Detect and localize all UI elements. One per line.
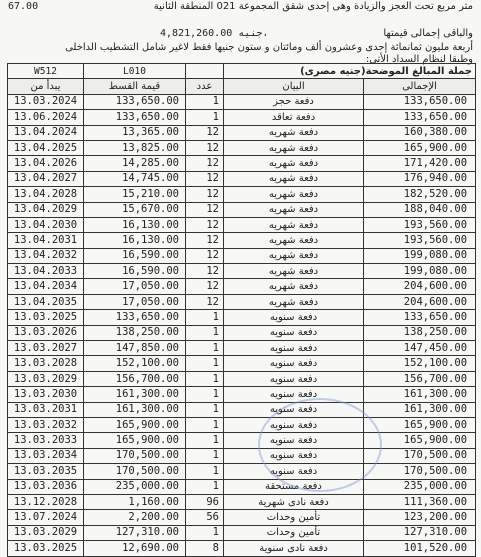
installment-cell: 13,825.00 <box>84 140 186 155</box>
installment-cell: 161,300.00 <box>84 387 186 402</box>
count-cell: 12 <box>186 171 224 186</box>
table-row <box>8 248 476 263</box>
table-row <box>8 448 476 463</box>
installment-cell: 12,690.00 <box>84 541 186 556</box>
installment-cell: 15,670.00 <box>84 202 186 217</box>
table-row <box>8 233 476 248</box>
total-cell: 170,500.00 <box>364 464 476 479</box>
description-cell: دفعة شهريه <box>224 294 364 309</box>
description-cell: دفعة سنويه <box>224 448 364 463</box>
total-cell: 123,200.00 <box>364 510 476 525</box>
total-cell: 204,600.00 <box>364 279 476 294</box>
table-row <box>8 494 476 509</box>
date-cell: 13.04.2028 <box>8 187 84 202</box>
date-cell: 13.04.2029 <box>8 202 84 217</box>
count-cell: 1 <box>186 310 224 325</box>
count-cell: 1 <box>186 464 224 479</box>
payment-schedule-table <box>7 63 476 557</box>
table-row <box>8 341 476 356</box>
date-cell: 13.04.2031 <box>8 233 84 248</box>
total-cell: 138,250.00 <box>364 325 476 340</box>
date-cell: 13.04.2032 <box>8 248 84 263</box>
col-header-installment: قيمة القسط <box>84 79 186 94</box>
code-cell-empty <box>186 64 224 79</box>
installment-cell: 14,285.00 <box>84 156 186 171</box>
count-cell: 12 <box>186 264 224 279</box>
total-cell: 171,420.00 <box>364 156 476 171</box>
count-cell: 1 <box>186 479 224 494</box>
code-row <box>8 64 476 79</box>
total-cell: 161,300.00 <box>364 402 476 417</box>
description-cell: دفعة سنويه <box>224 402 364 417</box>
date-cell: 13.04.2026 <box>8 156 84 171</box>
total-cell: 188,040.00 <box>364 202 476 217</box>
table-row <box>8 464 476 479</box>
col-header-description: البيان <box>224 79 364 94</box>
count-cell: 12 <box>186 140 224 155</box>
column-header-row <box>8 79 476 94</box>
installment-cell: 170,500.00 <box>84 464 186 479</box>
total-cell: 156,700.00 <box>364 371 476 386</box>
installment-cell: 147,850.00 <box>84 341 186 356</box>
count-cell: 1 <box>186 387 224 402</box>
description-cell: دفعة شهريه <box>224 233 364 248</box>
description-cell: دفعة مستحقة <box>224 479 364 494</box>
count-cell: 96 <box>186 494 224 509</box>
installment-cell: 133,650.00 <box>84 110 186 125</box>
total-cell: 161,300.00 <box>364 387 476 402</box>
date-cell: 13.03.2026 <box>8 325 84 340</box>
installment-cell: 152,100.00 <box>84 356 186 371</box>
count-cell: 1 <box>186 341 224 356</box>
count-cell: 1 <box>186 433 224 448</box>
description-cell: دفعة سنويه <box>224 417 364 432</box>
table-row <box>8 217 476 232</box>
date-cell: 13.04.2024 <box>8 125 84 140</box>
count-cell: 12 <box>186 125 224 140</box>
date-cell: 13.03.2030 <box>8 387 84 402</box>
total-cell: 111,360.00 <box>364 494 476 509</box>
date-cell: 13.03.2027 <box>8 341 84 356</box>
description-cell: تأمين وحدات <box>224 525 364 540</box>
count-cell: 8 <box>186 541 224 556</box>
table-row <box>8 110 476 125</box>
total-cell: 101,520.00 <box>364 541 476 556</box>
count-cell: 12 <box>186 156 224 171</box>
installment-cell: 13,365.00 <box>84 125 186 140</box>
description-cell: دفعة سنويه <box>224 356 364 371</box>
installment-cell: 16,130.00 <box>84 233 186 248</box>
description-cell: دفعة شهريه <box>224 125 364 140</box>
date-cell: 13.03.2024 <box>8 94 84 109</box>
date-cell: 13.03.2025 <box>8 541 84 556</box>
table-row <box>8 356 476 371</box>
total-cell: 193,560.00 <box>364 233 476 248</box>
total-cell: 127,310.00 <box>364 525 476 540</box>
total-cell: 182,520.00 <box>364 187 476 202</box>
table-row <box>8 140 476 155</box>
installment-cell: 17,050.00 <box>84 294 186 309</box>
count-cell: 1 <box>186 417 224 432</box>
date-cell: 13.04.2034 <box>8 279 84 294</box>
date-cell: 13.03.2033 <box>8 433 84 448</box>
table-row <box>8 325 476 340</box>
count-cell: 56 <box>186 510 224 525</box>
count-cell: 12 <box>186 187 224 202</box>
count-cell: 1 <box>186 448 224 463</box>
date-cell: 13.03.2035 <box>8 464 84 479</box>
date-cell: 13.03.2034 <box>8 448 84 463</box>
count-cell: 12 <box>186 294 224 309</box>
description-cell: دفعة شهريه <box>224 248 364 263</box>
remaining-label: والباقى إجمالى قيمتها <box>383 28 473 39</box>
installment-cell: 17,050.00 <box>84 279 186 294</box>
table-row <box>8 371 476 386</box>
code-cell-2: L010 <box>84 64 186 79</box>
col-header-count: عدد <box>186 79 224 94</box>
table-row <box>8 510 476 525</box>
date-cell: 13.12.2028 <box>8 494 84 509</box>
table-row <box>8 433 476 448</box>
table-row <box>8 202 476 217</box>
date-cell: 13.03.2036 <box>8 479 84 494</box>
description-cell: دفعة سنويه <box>224 387 364 402</box>
description-cell: دفعة شهريه <box>224 279 364 294</box>
count-cell: 1 <box>186 356 224 371</box>
date-cell: 13.04.2025 <box>8 140 84 155</box>
table-row <box>8 479 476 494</box>
total-cell: 160,380.00 <box>364 125 476 140</box>
date-cell: 13.03.2025 <box>8 310 84 325</box>
total-cell: 199,080.00 <box>364 248 476 263</box>
installment-cell: 2,200.00 <box>84 510 186 525</box>
table-row <box>8 541 476 556</box>
date-cell: 13.06.2024 <box>8 110 84 125</box>
official-stamp <box>258 398 382 492</box>
installment-cell: 16,590.00 <box>84 248 186 263</box>
table-row <box>8 279 476 294</box>
description-cell: دفعة حجز <box>224 94 364 109</box>
payment-system-label: وطبقا لنظام السداد الأتى: <box>365 54 473 65</box>
col-header-total: الإجمالى <box>364 79 476 94</box>
table-row <box>8 171 476 186</box>
count-cell: 1 <box>186 525 224 540</box>
count-cell: 12 <box>186 233 224 248</box>
installment-cell: 156,700.00 <box>84 371 186 386</box>
installment-cell: 170,500.00 <box>84 448 186 463</box>
description-cell: دفعة شهريه <box>224 187 364 202</box>
table-row <box>8 387 476 402</box>
count-cell: 1 <box>186 110 224 125</box>
date-cell: 13.04.2033 <box>8 264 84 279</box>
total-cell: 176,940.00 <box>364 171 476 186</box>
date-cell: 13.04.2035 <box>8 294 84 309</box>
date-cell: 13.03.2029 <box>8 371 84 386</box>
total-cell: 133,650.00 <box>364 110 476 125</box>
total-amount: 4,821,260.00 جنيه، <box>160 28 269 39</box>
total-cell: 133,650.00 <box>364 94 476 109</box>
description-cell: دفعة تعاقد <box>224 110 364 125</box>
total-cell: 165,900.00 <box>364 433 476 448</box>
count-cell: 1 <box>186 94 224 109</box>
description-cell: دفعة شهريه <box>224 264 364 279</box>
description-cell: دفعة شهريه <box>224 171 364 186</box>
table-title: جملة المبالغ الموضحة(جنيه مصرى) <box>224 64 476 79</box>
count-cell: 1 <box>186 325 224 340</box>
area-value: 67.00 <box>8 1 39 12</box>
description-cell: دفعة سنويه <box>224 310 364 325</box>
total-cell: 235,000.00 <box>364 479 476 494</box>
total-cell: 204,600.00 <box>364 294 476 309</box>
count-cell: 1 <box>186 371 224 386</box>
description-cell: دفعة شهريه <box>224 217 364 232</box>
table-row <box>8 310 476 325</box>
table-row <box>8 417 476 432</box>
total-cell: 199,080.00 <box>364 264 476 279</box>
col-header-date: يبدأ من <box>8 79 84 94</box>
count-cell: 12 <box>186 217 224 232</box>
installment-cell: 16,590.00 <box>84 264 186 279</box>
table-row <box>8 525 476 540</box>
description-cell: دفعة سنويه <box>224 325 364 340</box>
installment-cell: 133,650.00 <box>84 310 186 325</box>
total-cell: 170,500.00 <box>364 448 476 463</box>
total-cell: 147,450.00 <box>364 341 476 356</box>
description-cell: دفعة شهريه <box>224 156 364 171</box>
amount-in-words: أربعة مليون ثمانمائة إحدى وعشرون ألف ومائتان و ستون جنيها فقط لاغير شامل التشطيب الداخلى <box>65 42 473 53</box>
installment-cell: 235,000.00 <box>84 479 186 494</box>
total-cell: 165,900.00 <box>364 140 476 155</box>
installment-cell: 133,650.00 <box>84 94 186 109</box>
table-row <box>8 125 476 140</box>
table-body <box>8 94 476 556</box>
installment-cell: 165,900.00 <box>84 417 186 432</box>
description-cell: دفعة شهريه <box>224 140 364 155</box>
count-cell: 12 <box>186 248 224 263</box>
table-row <box>8 264 476 279</box>
count-cell: 1 <box>186 402 224 417</box>
date-cell: 13.07.2024 <box>8 510 84 525</box>
installment-cell: 14,745.00 <box>84 171 186 186</box>
date-cell: 13.03.2031 <box>8 402 84 417</box>
date-cell: 13.03.2032 <box>8 417 84 432</box>
total-cell: 133,650.00 <box>364 310 476 325</box>
table-row <box>8 402 476 417</box>
description-cell: دفعة سنويه <box>224 464 364 479</box>
description-cell: دفعة سنويه <box>224 341 364 356</box>
installment-cell: 1,160.00 <box>84 494 186 509</box>
description-cell: تأمين وحدات <box>224 510 364 525</box>
date-cell: 13.03.2029 <box>8 525 84 540</box>
date-cell: 13.03.2028 <box>8 356 84 371</box>
date-cell: 13.04.2030 <box>8 217 84 232</box>
total-cell: 193,560.00 <box>364 217 476 232</box>
count-cell: 12 <box>186 279 224 294</box>
date-cell: 13.04.2027 <box>8 171 84 186</box>
description-cell: دفعة سنويه <box>224 371 364 386</box>
table-row <box>8 156 476 171</box>
table-row <box>8 187 476 202</box>
installment-cell: 165,900.00 <box>84 433 186 448</box>
installment-cell: 15,210.00 <box>84 187 186 202</box>
installment-cell: 127,310.00 <box>84 525 186 540</box>
installment-cell: 138,250.00 <box>84 325 186 340</box>
description-cell: دفعة سنويه <box>224 433 364 448</box>
installment-cell: 161,300.00 <box>84 402 186 417</box>
total-cell: 152,100.00 <box>364 356 476 371</box>
description-cell: دفعة نادى شهرية <box>224 494 364 509</box>
installment-cell: 16,130.00 <box>84 217 186 232</box>
code-cell-1: W512 <box>8 64 84 79</box>
table-row <box>8 294 476 309</box>
description-cell: دفعة شهريه <box>224 202 364 217</box>
unit-description: متر مربع تحت العجز والزيادة وهى إحدى شقق المجموعة 021 المنطقة الثانية <box>153 1 473 12</box>
description-cell: دفعة نادى سنوية <box>224 541 364 556</box>
total-cell: 165,900.00 <box>364 417 476 432</box>
table-row <box>8 94 476 109</box>
count-cell: 12 <box>186 202 224 217</box>
